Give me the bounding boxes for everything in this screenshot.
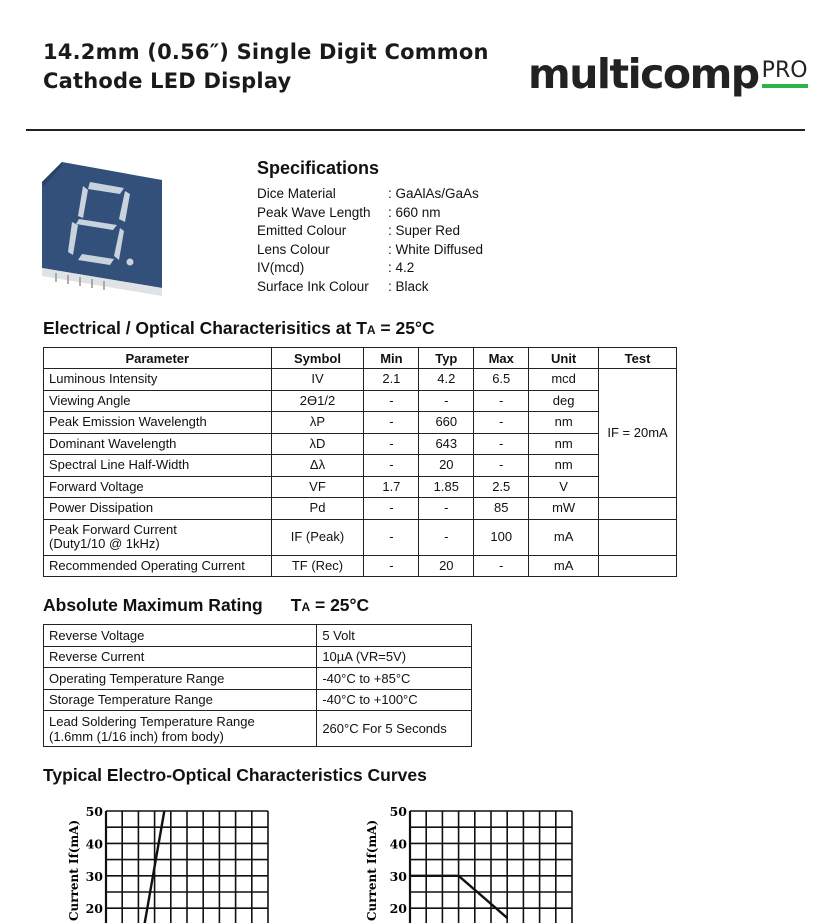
absolute-max-table	[43, 624, 472, 747]
forward-current-chart	[50, 800, 275, 923]
cell-param: Peak Emission Wavelength	[44, 412, 272, 434]
cell-param: Luminous Intensity	[44, 369, 272, 391]
cell-typ: -	[419, 498, 474, 520]
axis-label: Current If(mA)	[365, 819, 379, 921]
electrical-table	[43, 347, 677, 577]
header-symbol: Symbol	[271, 348, 364, 369]
table-row	[44, 412, 677, 434]
cell-max: 6.5	[474, 369, 529, 391]
cell-typ: -	[419, 519, 474, 555]
spec-row	[257, 241, 483, 260]
cell-unit: nm	[529, 412, 599, 434]
tick-label: 40	[389, 836, 407, 852]
cell-param: Reverse Voltage	[44, 625, 317, 647]
cell-symbol: IV	[271, 369, 364, 391]
document-title	[43, 38, 513, 96]
cell-param: Forward Voltage	[44, 476, 272, 498]
tick-label: 50	[85, 804, 103, 819]
cell-unit: nm	[529, 433, 599, 455]
table-row	[44, 369, 677, 391]
table-row	[44, 625, 472, 647]
cell-unit: mW	[529, 498, 599, 520]
spec-value: : White Diffused	[388, 241, 484, 257]
curves-title: Typical Electro-Optical Characteristics Curves	[43, 765, 427, 785]
spec-key: IV(mcd)	[257, 260, 305, 276]
header-parameter: Parameter	[44, 348, 272, 369]
cell-param: Spectral Line Half-Width	[44, 455, 272, 477]
specifications-list	[257, 185, 483, 297]
cell-max: 85	[474, 498, 529, 520]
table-row	[44, 646, 472, 668]
absolute-cond-sub: A	[301, 600, 311, 614]
cell-min: -	[364, 519, 419, 555]
spec-value: : GaAlAs/GaAs	[388, 186, 479, 201]
spec-key: Lens Colour	[257, 241, 330, 257]
logo-pro-mark: PRO	[762, 59, 808, 88]
electrical-title	[43, 318, 435, 339]
cell-param-line2: (Duty1/10 @ 1kHz)	[49, 536, 160, 551]
cell-param-line2: (1.6mm (1/16 inch) from body)	[49, 728, 224, 744]
cell-symbol: λP	[271, 412, 364, 434]
cell-min: -	[364, 455, 419, 477]
tick-label: 40	[85, 836, 103, 852]
table-row	[44, 390, 677, 412]
cell-param: Dominant Wavelength	[44, 433, 272, 455]
cell-min: 1.7	[364, 476, 419, 498]
cell-unit: mA	[529, 555, 599, 577]
table-row	[44, 519, 677, 555]
seven-segment-led-image	[40, 158, 165, 303]
cell-symbol: TF (Rec)	[271, 555, 364, 577]
table-row	[44, 668, 472, 690]
spec-value: : 660 nm	[388, 204, 441, 220]
cell-min: -	[364, 555, 419, 577]
header-max: Max	[474, 348, 529, 369]
cell-param: Recommended Operating Current	[44, 555, 272, 577]
cell-value: 10µA (VR=5V)	[317, 646, 472, 668]
spec-key: Dice Material	[257, 186, 336, 201]
cell-typ: 20	[419, 555, 474, 577]
cell-test-empty	[599, 555, 677, 577]
cell-min: -	[364, 412, 419, 434]
cell-max: -	[474, 433, 529, 455]
cell-param: Viewing Angle	[44, 390, 272, 412]
cell-value: -40°C to +85°C	[317, 668, 472, 690]
spec-row	[257, 259, 483, 278]
header-test: Test	[599, 348, 677, 369]
spec-row	[257, 222, 483, 241]
cell-unit: deg	[529, 390, 599, 412]
cell-min: -	[364, 433, 419, 455]
electrical-title-tail: = 25°C	[375, 318, 435, 338]
tick-label: 20	[85, 901, 103, 917]
spec-row	[257, 278, 483, 297]
logo-wordmark: multicomp	[528, 50, 759, 98]
table-row	[44, 476, 677, 498]
cell-max: 100	[474, 519, 529, 555]
cell-max: -	[474, 555, 529, 577]
cell-symbol: VF	[271, 476, 364, 498]
cell-value: 5 Volt	[317, 625, 472, 647]
table-row	[44, 498, 677, 520]
header-unit: Unit	[529, 348, 599, 369]
table-row	[44, 433, 677, 455]
electrical-title-text: Electrical / Optical Characterisitics at T	[43, 318, 367, 338]
cell-value: 260°C For 5 Seconds	[317, 711, 472, 747]
cell-symbol: Pd	[271, 498, 364, 520]
specifications-title: Specifications	[257, 158, 380, 178]
tick-label: 30	[389, 868, 407, 884]
title-line-1: 14.2mm (0.56″) Single Digit Common	[43, 40, 489, 64]
cell-typ: 643	[419, 433, 474, 455]
table-header-row	[44, 348, 677, 369]
cell-min: -	[364, 498, 419, 520]
tick-label: 30	[85, 868, 103, 884]
cell-test-condition: IF = 20mA	[599, 369, 677, 498]
spec-key: Emitted Colour	[257, 223, 347, 239]
cell-test-empty	[599, 519, 677, 555]
absolute-cond: T	[290, 595, 302, 615]
cell-unit: mcd	[529, 369, 599, 391]
cell-max: -	[474, 412, 529, 434]
cell-max: 2.5	[474, 476, 529, 498]
cell-typ: -	[419, 390, 474, 412]
cell-symbol: IF (Peak)	[271, 519, 364, 555]
spec-value: : 4.2	[388, 260, 415, 276]
absolute-title	[43, 595, 369, 616]
table-row	[44, 455, 677, 477]
tick-label: 20	[389, 901, 407, 917]
cell-value: -40°C to +100°C	[317, 689, 472, 711]
cell-param-line1: Peak Forward Current	[49, 522, 177, 537]
header-typ: Typ	[419, 348, 474, 369]
cell-test-empty	[599, 498, 677, 520]
cell-min: 2.1	[364, 369, 419, 391]
cell-typ: 4.2	[419, 369, 474, 391]
electrical-title-sub: A	[366, 323, 376, 337]
cell-param	[44, 711, 317, 747]
cell-typ: 1.85	[419, 476, 474, 498]
axis-label: Current If(mA)	[67, 819, 81, 921]
table-row	[44, 689, 472, 711]
title-line-2: Cathode LED Display	[43, 69, 292, 93]
absolute-title-text: Absolute Maximum Rating	[43, 595, 263, 615]
cell-param: Operating Temperature Range	[44, 668, 317, 690]
table-row	[44, 555, 677, 577]
table-row	[44, 711, 472, 747]
cell-param: Reverse Current	[44, 646, 317, 668]
cell-param: Storage Temperature Range	[44, 689, 317, 711]
cell-typ: 660	[419, 412, 474, 434]
cell-unit: mA	[529, 519, 599, 555]
cell-symbol: Δλ	[271, 455, 364, 477]
cell-max: -	[474, 390, 529, 412]
header-min: Min	[364, 348, 419, 369]
tick-label: 50	[389, 804, 407, 819]
cell-param: Power Dissipation	[44, 498, 272, 520]
cell-max: -	[474, 455, 529, 477]
current-derating-chart	[355, 800, 580, 923]
cell-typ: 20	[419, 455, 474, 477]
multicomp-pro-logo	[528, 52, 808, 102]
absolute-cond-tail: = 25°C	[310, 595, 370, 615]
header-divider	[26, 129, 805, 131]
spec-row	[257, 204, 483, 223]
spec-key: Surface Ink Colour	[257, 278, 369, 294]
cell-min: -	[364, 390, 419, 412]
cell-unit: V	[529, 476, 599, 498]
spec-row	[257, 185, 483, 204]
spec-value: : Black	[388, 278, 429, 294]
cell-symbol: 2ϴ1/2	[271, 390, 364, 412]
cell-unit: nm	[529, 455, 599, 477]
cell-param	[44, 519, 272, 555]
spec-key: Peak Wave Length	[257, 204, 371, 220]
cell-param-line1: Lead Soldering Temperature Range	[49, 713, 255, 729]
cell-symbol: λD	[271, 433, 364, 455]
spec-value: : Super Red	[388, 223, 461, 239]
